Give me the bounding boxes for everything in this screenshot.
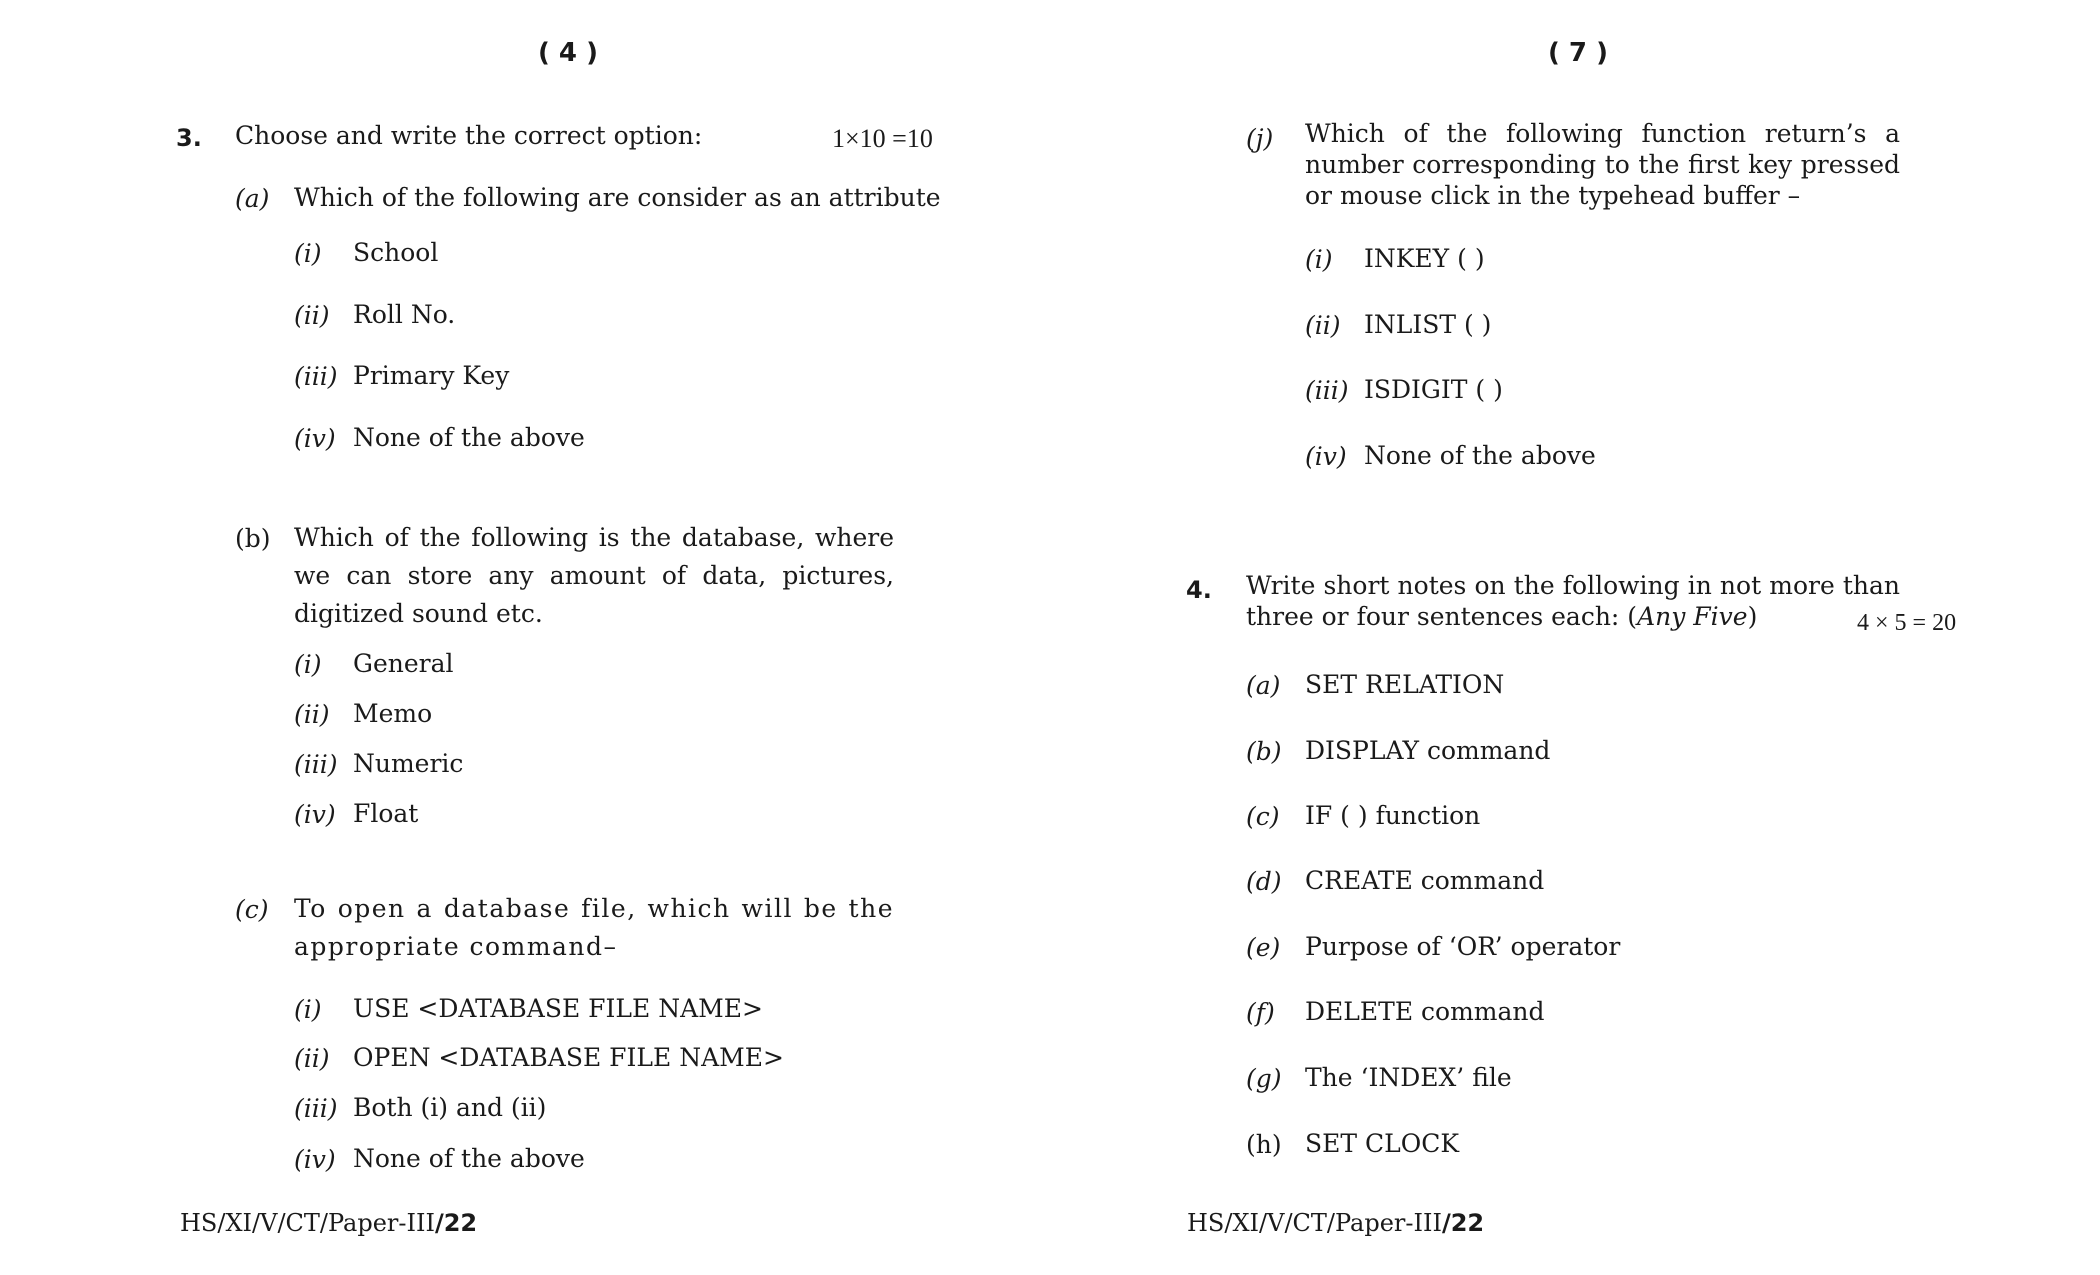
option-label: (ii) <box>1305 311 1341 340</box>
option-label: (iii) <box>1305 376 1349 405</box>
option-label: (iii) <box>294 362 338 391</box>
question-3-instruction: Choose and write the correct option: <box>235 121 703 150</box>
question-3c-label: (c) <box>235 895 269 924</box>
question-4-item-label: (a) <box>1246 671 1281 700</box>
footer-suffix: /22 <box>1441 1209 1485 1237</box>
question-3j-label: (j) <box>1246 124 1274 153</box>
option-text: INLIST ( ) <box>1364 310 1492 339</box>
question-3-number: 3. <box>176 124 202 152</box>
page-footer-right <box>1187 1209 1484 1237</box>
option-text: OPEN <DATABASE FILE NAME> <box>353 1043 784 1072</box>
option-label: (iv) <box>1305 442 1347 471</box>
question-4-item-label: (f) <box>1246 998 1275 1027</box>
option-text: Both (i) and (ii) <box>353 1093 547 1122</box>
question-3a-text: Which of the following are consider as an attribute <box>294 183 941 212</box>
option-label: (ii) <box>294 700 330 729</box>
page-number-right: ( 7 ) <box>1548 38 1608 68</box>
option-label: (iv) <box>294 800 336 829</box>
question-3c-text: To open a database file, which will be the appropriate command– <box>294 894 894 961</box>
option-text: Float <box>353 799 419 828</box>
question-4-item-text: SET CLOCK <box>1305 1129 1460 1158</box>
option-label: (iii) <box>294 1094 338 1123</box>
question-4-instruction-close: ) <box>1747 602 1758 631</box>
question-3-marks: 1×10 =10 <box>832 124 933 153</box>
option-text: USE <DATABASE FILE NAME> <box>353 994 763 1023</box>
question-4-instruction <box>1246 570 1900 632</box>
option-text: None of the above <box>1364 441 1596 470</box>
option-label: (i) <box>1305 245 1333 274</box>
question-4-item-text: The ‘INDEX’ file <box>1305 1063 1512 1092</box>
option-text: INKEY ( ) <box>1364 244 1485 273</box>
question-4-item-text: DISPLAY command <box>1305 736 1551 765</box>
option-label: (iv) <box>294 424 336 453</box>
question-4-item-label: (b) <box>1246 737 1282 766</box>
option-text: None of the above <box>353 423 585 452</box>
question-4-item-label: (g) <box>1246 1064 1282 1093</box>
question-3a-label: (a) <box>235 184 270 213</box>
footer-code: HS/XI/V/CT/Paper-III <box>180 1209 435 1237</box>
option-text: Roll No. <box>353 300 456 329</box>
option-label: (i) <box>294 239 322 268</box>
question-4-item-label: (e) <box>1246 933 1281 962</box>
question-4-item-label: (d) <box>1246 867 1282 896</box>
question-4-number: 4. <box>1186 576 1212 604</box>
option-text: Memo <box>353 699 433 728</box>
option-text: School <box>353 238 439 267</box>
option-label: (i) <box>294 650 322 679</box>
option-text: General <box>353 649 454 678</box>
option-text: Numeric <box>353 749 464 778</box>
footer-code: HS/XI/V/CT/Paper-III <box>1187 1209 1442 1237</box>
question-4-item-text: DELETE command <box>1305 997 1545 1026</box>
question-4-item-text: Purpose of ‘OR’ operator <box>1305 932 1621 961</box>
question-4-item-label: (c) <box>1246 802 1280 831</box>
option-label: (iii) <box>294 750 338 779</box>
question-4-instruction-main: Write short notes on the following in not more than three or four sentences each: ( <box>1246 571 1900 631</box>
option-label: (ii) <box>294 301 330 330</box>
option-text: None of the above <box>353 1144 585 1173</box>
question-3b-label: (b) <box>235 524 271 553</box>
option-label: (iv) <box>294 1145 336 1174</box>
option-text: ISDIGIT ( ) <box>1364 375 1503 404</box>
question-4-marks: 4 × 5 = 20 <box>1857 610 1957 636</box>
question-3b-text: Which of the following is the database, where we can store any amount of data, pictures, digitized sound etc. <box>294 523 894 628</box>
page-number-left: ( 4 ) <box>538 38 598 68</box>
question-4-any-five: Any Five <box>1637 602 1748 631</box>
question-4-item-label: (h) <box>1246 1130 1282 1159</box>
footer-suffix: /22 <box>434 1209 478 1237</box>
question-4-item-text: IF ( ) function <box>1305 801 1481 830</box>
option-label: (ii) <box>294 1044 330 1073</box>
option-text: Primary Key <box>353 361 510 390</box>
question-4-item-text: CREATE command <box>1305 866 1545 895</box>
question-4-item-text: SET RELATION <box>1305 670 1505 699</box>
page-footer-left <box>180 1209 477 1237</box>
option-label: (i) <box>294 995 322 1024</box>
question-3j-text: Which of the following function return’s a number corresponding to the first key pressed or mouse click in the typehead buffer – <box>1305 119 1900 210</box>
